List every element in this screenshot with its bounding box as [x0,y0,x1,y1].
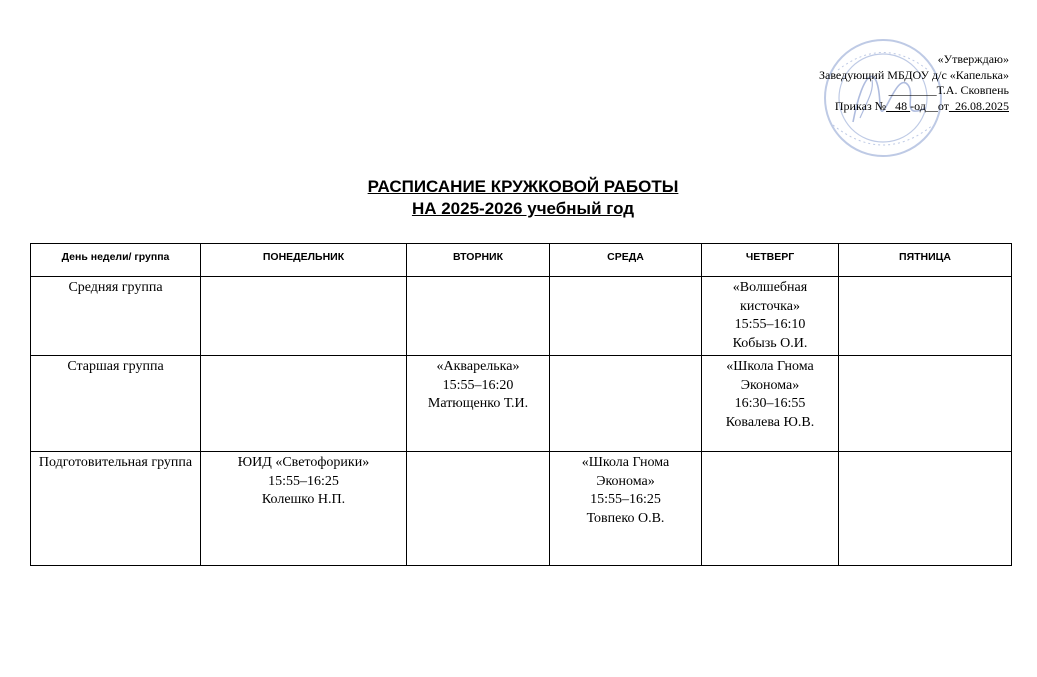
approval-order [819,99,1009,115]
schedule-cell [702,452,839,566]
approval-block [819,52,1009,114]
activity-teacher: Кобызь О.И. [732,335,808,351]
schedule-cell [407,277,550,356]
group-cell: Средняя группа [31,277,201,356]
schedule-cell [407,452,550,566]
header-monday: ПОНЕДЕЛЬНИК [201,244,407,277]
signature-blank: ________ [888,83,937,97]
schedule-cell [201,356,407,452]
schedule-cell [702,356,839,452]
group-cell: Старшая группа [31,356,201,452]
title-line-2: НА 2025-2026 учебный год [411,199,635,218]
activity-teacher: Матющенко Т.И. [427,396,529,411]
activity-time: 15:55–16:25 [590,492,661,507]
activity-time: 15:55–16:20 [442,377,514,393]
order-od: -од [910,98,926,113]
signatory-name: Т.А. Сковпень [936,83,1009,97]
schedule-cell [201,277,407,356]
schedule-cell [702,277,839,356]
header-wednesday: СРЕДА [550,244,702,277]
activity-line: Эконома» [740,377,800,393]
activity-time: 15:55–16:10 [734,317,806,332]
order-date: _26.08.2025 [949,98,1009,113]
approval-signatory [819,83,1009,99]
order-number: _ 48 [886,98,911,113]
table-header-row [31,244,1012,277]
table-row [31,277,1012,356]
activity-line: кисточка» [740,298,800,314]
schedule-cell [839,452,1012,566]
title-line-1: РАСПИСАНИЕ КРУЖКОВОЙ РАБОТЫ [367,177,679,196]
group-cell: Подготовительная группа [31,452,201,566]
activity-line: ЮИД «Светофорики» [237,455,370,470]
header-friday: ПЯТНИЦА [839,244,1012,277]
activity-teacher: Ковалева Ю.В. [725,414,815,430]
order-prefix: Приказ № [834,98,887,113]
activity-time: 16:30–16:55 [734,396,806,411]
page-title [0,176,1037,220]
schedule-cell [201,452,407,566]
table-body [31,277,1012,566]
table-row [31,452,1012,566]
activity-line: «Школа Гнома [726,359,814,374]
activity-line: «Акварелька» [436,359,520,374]
header-tuesday: ВТОРНИК [407,244,550,277]
schedule-cell [407,356,550,452]
header-day-group: День недели/ группа [31,244,201,277]
schedule-cell [550,452,702,566]
schedule-cell [550,277,702,356]
activity-time: 15:55–16:25 [268,473,339,489]
activity-line: «Волшебная [732,280,808,295]
schedule-cell [839,277,1012,356]
activity-teacher: Товпеко О.В. [586,510,665,526]
activity-line: Эконома» [596,473,655,489]
header-thursday: ЧЕТВЕРГ [702,244,839,277]
activity-line: «Школа Гнома [581,455,670,470]
schedule-table [30,243,1012,566]
order-from: __от [925,98,949,113]
approval-heading: «Утверждаю» [937,52,1009,66]
activity-teacher: Колешко Н.П. [261,492,346,507]
schedule-cell [550,356,702,452]
approval-position: Заведующий МБДОУ д/с «Капелька» [819,67,1009,82]
table-row [31,356,1012,452]
schedule-cell [839,356,1012,452]
